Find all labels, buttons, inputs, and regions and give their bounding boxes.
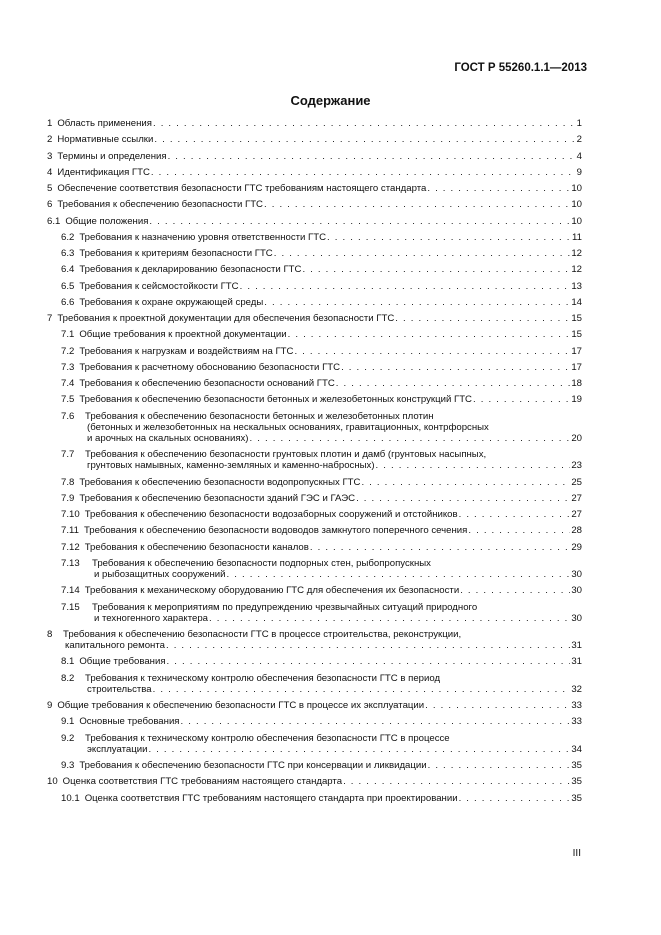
toc-entry[interactable]	[47, 151, 582, 162]
toc-entry-title: Требования к обеспечению безопасности бетонных и железобетонных конструкций ГТС	[79, 394, 472, 406]
toc-entry-title: Требования к обеспечению безопасности бетонных и железобетонных плотин	[85, 410, 434, 422]
toc-entry-page: 10	[571, 199, 582, 211]
dot-leader	[459, 793, 571, 804]
toc-entry-page: 10	[571, 215, 582, 227]
toc-entry-title: Требования к обеспечению безопасности ГТС при консервации и ликвидации	[79, 760, 427, 772]
toc-entry[interactable]	[47, 264, 582, 275]
toc-entry-page: 28	[571, 525, 582, 537]
toc-entry-title: Требования к декларированию безопасности ГТС	[79, 264, 302, 276]
toc-entry-page: 35	[571, 792, 582, 804]
dot-leader	[264, 199, 570, 210]
toc-entry-number: 3	[47, 150, 53, 162]
toc-entry-number: 7.12	[61, 541, 80, 553]
dot-leader	[250, 433, 571, 444]
toc-entry-page: 31	[571, 656, 582, 668]
toc-entry[interactable]	[47, 281, 582, 292]
toc-entry[interactable]	[47, 313, 582, 324]
toc-entry-page: 33	[571, 716, 582, 728]
document-code: ГОСТ Р 55260.1.1—2013	[454, 62, 587, 74]
toc-entry[interactable]	[47, 167, 582, 178]
toc-entry-page: 30	[571, 585, 582, 597]
toc-entry-page: 27	[571, 492, 582, 504]
dot-leader	[227, 569, 571, 580]
toc-entry[interactable]	[47, 134, 582, 145]
toc-entry[interactable]	[47, 378, 582, 389]
toc-entry-title: Идентификация ГТС	[57, 166, 150, 178]
toc-entry-title: Требования к расчетному обоснованию безопасности ГТС	[79, 361, 341, 373]
toc-entry-page: 34	[571, 743, 582, 755]
toc-entry[interactable]	[47, 509, 582, 520]
dot-leader	[425, 700, 570, 711]
dot-leader	[154, 134, 575, 145]
toc-entry-page: 30	[571, 568, 582, 580]
toc-entry-title: Термины и определения	[57, 150, 167, 162]
toc-entry-number: 6.5	[61, 280, 75, 292]
toc-entry-title: капитального ремонта	[65, 640, 165, 651]
dot-leader	[149, 216, 570, 227]
toc-entry-title: Оценка соответствия ГТС требованиям настоящего стандарта при проектировании	[84, 792, 458, 804]
toc-entry-number: 6	[47, 199, 53, 211]
toc-entry[interactable]	[47, 776, 582, 787]
toc-entry-title: и рыбозащитных сооружений	[94, 568, 226, 580]
toc-entry[interactable]	[47, 585, 582, 596]
toc-entry-number: 8.1	[61, 656, 75, 668]
toc-entry-number: 8	[47, 629, 53, 640]
toc-entry[interactable]	[47, 362, 582, 373]
toc-entry-number: 7.9	[61, 492, 75, 504]
toc-entry-title: Требования к обеспечению безопасности водопропускных ГТС	[79, 476, 361, 488]
toc-entry[interactable]	[47, 656, 582, 667]
toc-entry-page: 20	[571, 432, 582, 444]
toc-entry-number: 6.6	[61, 296, 75, 308]
toc-entry[interactable]	[47, 525, 582, 536]
toc-entry-number: 8.2	[61, 672, 75, 684]
toc-entry-page: 10	[571, 183, 582, 194]
toc-entry[interactable]	[47, 733, 582, 755]
toc-entry-number: 7	[47, 313, 53, 324]
toc-entry-number: 6.3	[61, 248, 75, 259]
toc-entry-title: Требования к обеспечению безопасности ГТС	[57, 199, 263, 211]
toc-entry-page: 27	[571, 509, 582, 521]
toc-entry[interactable]	[47, 118, 582, 129]
toc-entry-title: Нормативные ссылки	[57, 134, 154, 146]
toc-entry-title: Требования к обеспечению безопасности зданий ГЭС и ГАЭС	[79, 492, 356, 504]
toc-entry-title: (бетонных и железобетонных на нескальных основаниях, гравитационных, контрфорсных	[87, 421, 489, 433]
toc-entry-page: 35	[571, 760, 582, 772]
dot-leader	[310, 542, 570, 553]
toc-entry-page: 35	[571, 776, 582, 788]
toc-entry-title: Общие требования к обеспечению безопасности ГТС в процессе их эксплуатации	[57, 700, 425, 712]
toc-entry-page: 2	[576, 134, 582, 146]
dot-leader	[336, 378, 571, 389]
toc-entry-title: Требования к обеспечению безопасности грунтовых плотин и дамб (грунтовых насыпных,	[85, 449, 487, 461]
dot-leader	[168, 151, 576, 162]
toc-entry-number: 7.2	[61, 345, 75, 357]
dot-leader	[427, 183, 570, 194]
toc-entry-number: 7.4	[61, 378, 75, 389]
toc-entry-title: Требования к назначению уровня ответственности ГТС	[79, 231, 327, 243]
toc-entry[interactable]	[47, 493, 582, 504]
toc-entry[interactable]	[47, 700, 582, 711]
dot-leader	[302, 264, 570, 275]
toc-entry[interactable]	[47, 449, 582, 471]
dot-leader	[376, 460, 571, 471]
toc-entry-title: Требования к критериям безопасности ГТС	[79, 248, 273, 259]
toc-entry-page: 29	[571, 541, 582, 553]
toc-entry[interactable]	[47, 297, 582, 308]
toc-entry[interactable]	[47, 329, 582, 340]
toc-entry-title: эксплуатации	[87, 743, 148, 755]
toc-entry-title: Обеспечение соответствия безопасности ГТС требованиям настоящего стандарта	[57, 183, 427, 194]
toc-entry-title: Требования к охране окружающей среды	[79, 296, 264, 308]
toc-entry[interactable]	[47, 673, 582, 695]
toc-entry[interactable]	[47, 602, 582, 624]
toc-entry-title: Требования к обеспечению безопасности водоводов замкнутого поперечного сечения	[83, 525, 468, 537]
dot-leader	[166, 640, 570, 651]
toc-entry[interactable]	[47, 346, 582, 357]
toc-entry-number: 10.1	[61, 792, 80, 804]
toc-entry-number: 9	[47, 700, 53, 712]
toc-entry-number: 9.2	[61, 732, 75, 744]
toc-entry-number: 7.8	[61, 476, 75, 488]
toc-entry-number: 7.3	[61, 361, 75, 373]
toc-entry-number: 6.4	[61, 264, 75, 276]
toc-entry-title: грунтовых намывных, каменно-земляных и каменно-набросных)	[87, 460, 375, 472]
toc-entry-page: 18	[571, 378, 582, 389]
toc-entry-title: Общие требования	[79, 656, 166, 668]
toc-entry-page: 15	[571, 329, 582, 341]
toc-entry-title: Требования к обеспечению безопасности каналов	[84, 541, 309, 553]
toc-entry-title: Требования к мероприятиям по предупреждению чрезвычайных ситуаций природного	[92, 601, 478, 613]
toc-entry[interactable]	[47, 558, 582, 580]
toc-entry[interactable]	[47, 199, 582, 210]
dot-leader	[341, 362, 570, 373]
toc-entry-page: 15	[571, 313, 582, 324]
toc-entry-title: строительства	[87, 683, 152, 695]
toc-entry-title: Требования к обеспечению безопасности ГТС в процессе строительства, реконструкции,	[63, 629, 462, 640]
toc-entry-page: 4	[576, 150, 582, 162]
dot-leader	[395, 313, 570, 324]
toc-entry-number: 7.1	[61, 329, 75, 341]
dot-leader	[209, 613, 570, 624]
toc-entry-title: и арочных на скальных основаниях)	[87, 432, 249, 444]
page-number: III	[572, 848, 581, 859]
dot-leader	[264, 297, 570, 308]
dot-leader	[428, 760, 571, 771]
dot-leader	[153, 118, 576, 129]
toc-entry-page: 30	[571, 612, 582, 624]
toc-entry-title: Общие положения	[65, 215, 149, 227]
toc-entry-number: 9.1	[61, 716, 75, 728]
toc-entry[interactable]	[47, 716, 582, 727]
toc-entry-number: 7.10	[61, 509, 80, 521]
dot-leader	[468, 525, 570, 536]
toc-entry-title: и техногенного характера	[94, 612, 209, 624]
toc-entry-number: 4	[47, 166, 53, 178]
toc-entry-page: 13	[571, 280, 582, 292]
toc-entry-number: 7.7	[61, 449, 75, 461]
toc-entry-title: Требования к проектной документации для обеспечения безопасности ГТС	[57, 313, 395, 324]
toc-entry-number: 7.15	[61, 601, 80, 613]
toc-entry-title: Основные требования	[79, 716, 180, 728]
dot-leader	[274, 248, 571, 259]
toc-entry[interactable]	[47, 411, 582, 444]
dot-leader	[473, 394, 570, 405]
toc-entry[interactable]	[47, 183, 582, 194]
toc-entry-title: Общие требования к проектной документации	[79, 329, 287, 341]
toc-entry-page: 32	[571, 683, 582, 695]
dot-leader	[343, 776, 570, 787]
toc-entry-number: 1	[47, 118, 53, 129]
toc-entry-title: Требования к механическому оборудованию ГТС для обеспечения их безопасности	[84, 585, 460, 597]
toc-entry[interactable]	[47, 216, 582, 227]
toc-entry-number: 7.13	[61, 557, 80, 569]
toc-entry-page: 17	[571, 361, 582, 373]
dot-leader	[167, 656, 571, 667]
page-title: Содержание	[290, 93, 371, 108]
dot-leader	[240, 281, 571, 292]
toc-entry-number: 9.3	[61, 760, 75, 772]
dot-leader	[459, 509, 571, 520]
toc-entry[interactable]	[47, 477, 582, 488]
toc-entry-page: 11	[572, 231, 582, 243]
toc-entry-page: 12	[571, 264, 582, 276]
toc-entry-page: 12	[571, 248, 582, 259]
toc-entry-title: Требования к сейсмостойкости ГТС	[79, 280, 239, 292]
toc-entry-title: Требования к техническому контролю обеспечения безопасности ГТС в процессе	[85, 732, 450, 744]
dot-leader	[181, 716, 571, 727]
toc-entry-title: Требования к техническому контролю обеспечения безопасности ГТС в период	[85, 672, 441, 684]
toc-entry[interactable]	[47, 248, 582, 259]
toc-entry[interactable]	[47, 542, 582, 553]
toc-entry-number: 7.14	[61, 585, 80, 597]
dot-leader	[294, 346, 570, 357]
toc-entry[interactable]	[47, 232, 582, 243]
toc-entry-page: 9	[576, 166, 582, 178]
dot-leader	[361, 477, 570, 488]
toc-entry-title: Требования к нагрузкам и воздействиям на ГТС	[79, 345, 294, 357]
toc-entry[interactable]	[47, 760, 582, 771]
dot-leader	[148, 744, 570, 755]
toc-entry-number: 7.6	[61, 410, 75, 422]
toc-entry-title: Оценка соответствия ГТС требованиям настоящего стандарта	[62, 776, 343, 788]
toc-entry-number: 6.2	[61, 231, 75, 243]
dot-leader	[288, 329, 571, 340]
toc-entry-page: 1	[576, 118, 582, 129]
toc-entry-title: Область применения	[57, 118, 152, 129]
toc-entry-number: 7.5	[61, 394, 75, 406]
toc-entry[interactable]	[47, 394, 582, 405]
toc-entry-page: 23	[571, 460, 582, 472]
toc-entry-number: 10	[47, 776, 58, 788]
dot-leader	[151, 167, 576, 178]
dot-leader	[153, 684, 571, 695]
toc-entry-page: 31	[571, 640, 582, 651]
toc-entry-page: 25	[571, 476, 582, 488]
dot-leader	[460, 585, 570, 596]
toc-entry-title: Требования к обеспечению безопасности водозаборных сооружений и отстойников	[84, 509, 458, 521]
dot-leader	[356, 493, 570, 504]
toc-entry-number: 6.1	[47, 215, 61, 227]
toc-entry-title: Требования к обеспечению безопасности оснований ГТС	[79, 378, 335, 389]
toc-entry-number: 7.11	[61, 525, 79, 537]
toc-entry-page: 33	[571, 700, 582, 712]
dot-leader	[327, 232, 571, 243]
toc-entry-title: Требования к обеспечению безопасности подпорных стен, рыбопропускных	[92, 557, 431, 569]
toc-entry-number: 5	[47, 183, 53, 194]
toc-entry-page: 17	[571, 345, 582, 357]
toc-entry-page: 14	[571, 296, 582, 308]
toc-entry-number: 2	[47, 134, 53, 146]
toc-entry[interactable]	[47, 793, 582, 804]
toc-entry[interactable]	[47, 629, 582, 651]
toc-entry-page: 19	[571, 394, 582, 406]
